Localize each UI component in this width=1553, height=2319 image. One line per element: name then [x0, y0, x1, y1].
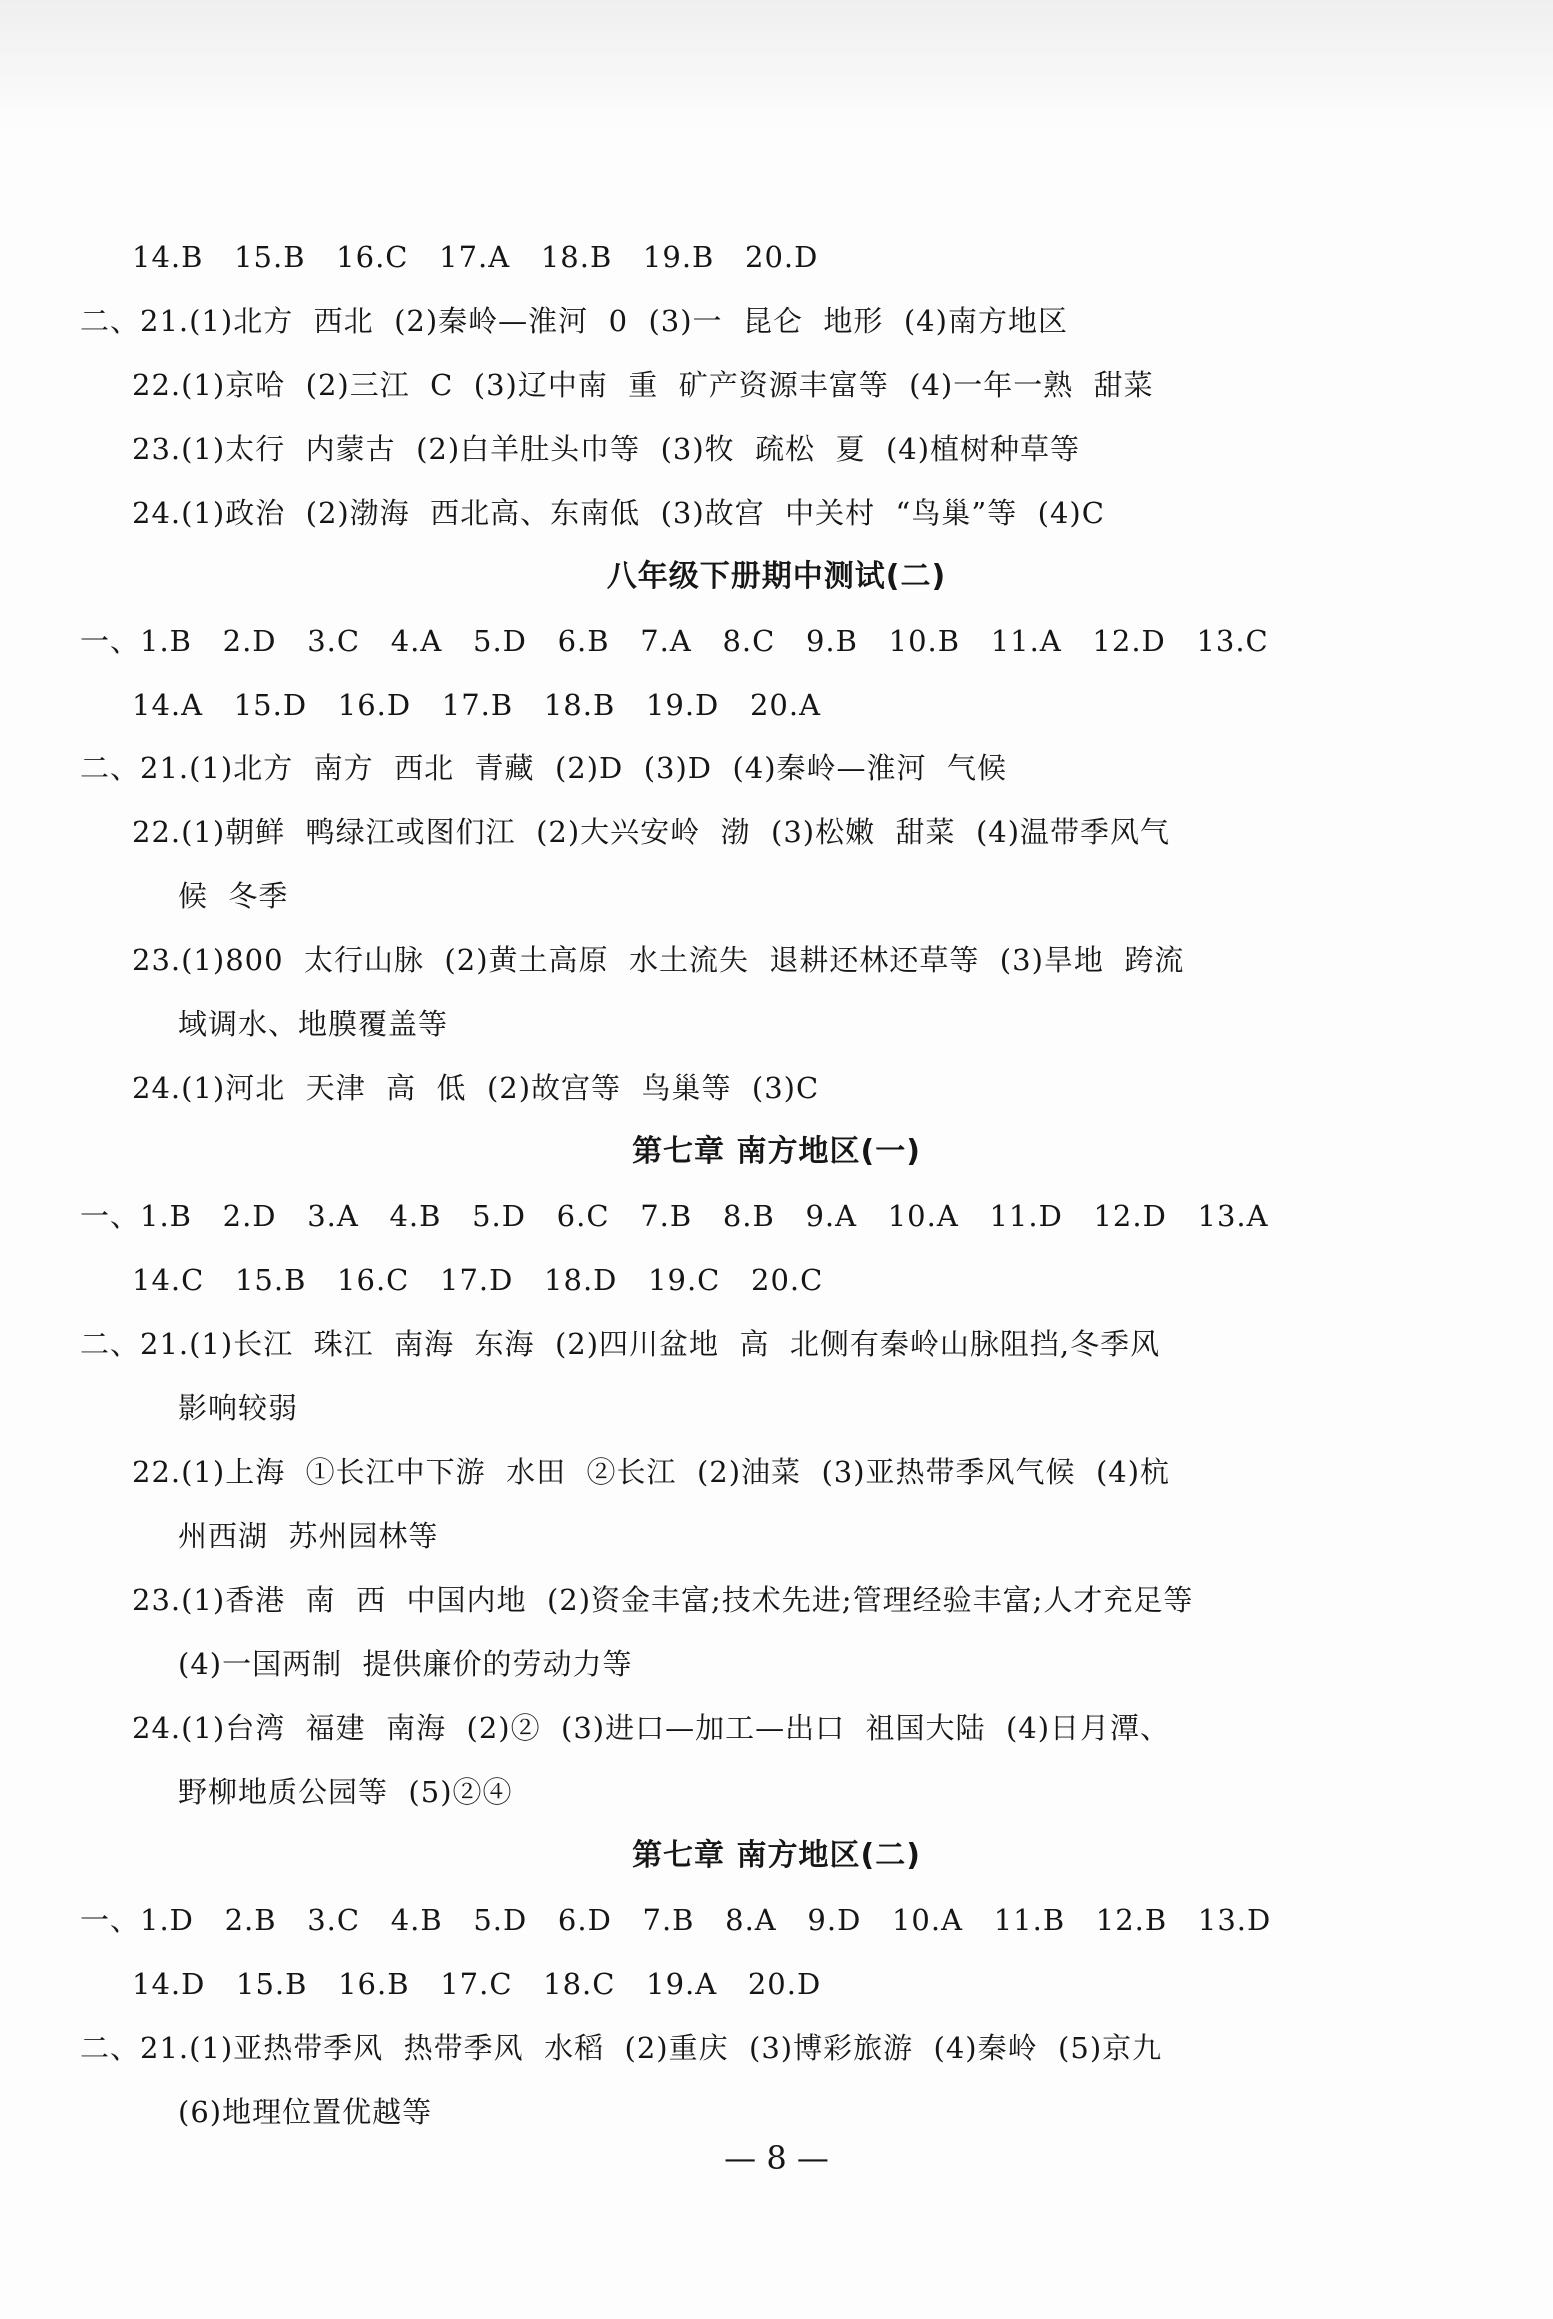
answer-line: 22.(1)上海 ①长江中下游 水田 ②长江 (2)油菜 (3)亚热带季风气候 (4)杭: [132, 1455, 1171, 1489]
answer-line: 一、1.D 2.B 3.C 4.B 5.D 6.D 7.B 8.A 9.D 10.A 11.B 12.B 13.D: [80, 1903, 1272, 1937]
answer-line: (6)地理位置优越等: [178, 2095, 433, 2129]
answer-line: (4)一国两制 提供廉价的劳动力等: [178, 1647, 633, 1681]
answer-line: 14.C 15.B 16.C 17.D 18.D 19.C 20.C: [132, 1263, 824, 1297]
answer-line: 14.B 15.B 16.C 17.A 18.B 19.B 20.D: [132, 240, 819, 274]
section-heading: 第七章 南方地区(一): [632, 1134, 921, 1169]
answer-line: 候 冬季: [178, 879, 289, 913]
answer-line: 一、1.B 2.D 3.A 4.B 5.D 6.C 7.B 8.B 9.A 10.A 11.D 12.D 13.A: [80, 1199, 1269, 1233]
answer-line: 23.(1)太行 内蒙古 (2)白羊肚头巾等 (3)牧 疏松 夏 (4)植树种草等: [132, 432, 1081, 466]
answer-line: 22.(1)朝鲜 鸭绿江或图们江 (2)大兴安岭 渤 (3)松嫩 甜菜 (4)温带季风气: [132, 815, 1171, 849]
answer-line: 二、21.(1)亚热带季风 热带季风 水稻 (2)重庆 (3)博彩旅游 (4)秦岭 (5)京九: [80, 2031, 1163, 2065]
answer-line: 24.(1)政治 (2)渤海 西北高、东南低 (3)故宫 中关村 “鸟巢”等 (4)C: [132, 496, 1105, 530]
answer-line: 域调水、地膜覆盖等: [178, 1007, 449, 1041]
answer-line: 一、1.B 2.D 3.C 4.A 5.D 6.B 7.A 8.C 9.B 10.B 11.A 12.D 13.C: [80, 624, 1269, 658]
answer-line: 野柳地质公园等 (5)②④: [178, 1775, 513, 1809]
section-heading: 八年级下册期中测试(二): [606, 559, 947, 594]
answer-line: 14.A 15.D 16.D 17.B 18.B 19.D 20.A: [132, 688, 822, 722]
scan-shadow: [0, 0, 1553, 130]
answer-line: 23.(1)香港 南 西 中国内地 (2)资金丰富;技术先进;管理经验丰富;人才充足等: [132, 1583, 1194, 1617]
answer-line: 二、21.(1)长江 珠江 南海 东海 (2)四川盆地 高 北侧有秦岭山脉阻挡,冬季风: [80, 1327, 1161, 1361]
answer-line: 24.(1)河北 天津 高 低 (2)故宫等 鸟巢等 (3)C: [132, 1071, 820, 1105]
page-number: — 8 —: [724, 2139, 829, 2177]
answer-line: 23.(1)800 太行山脉 (2)黄土高原 水土流失 退耕还林还草等 (3)旱地 跨流: [132, 943, 1185, 977]
section-heading: 第七章 南方地区(二): [632, 1838, 921, 1873]
answer-line: 22.(1)京哈 (2)三江 C (3)辽中南 重 矿产资源丰富等 (4)一年一熟 甜菜: [132, 368, 1154, 402]
answer-line: 州西湖 苏州园林等: [178, 1519, 439, 1553]
answer-line: 二、21.(1)北方 西北 (2)秦岭—淮河 0 (3)一 昆仑 地形 (4)南方地区: [80, 304, 1068, 338]
answer-line: 影响较弱: [178, 1391, 299, 1425]
answer-line: 14.D 15.B 16.B 17.C 18.C 19.A 20.D: [132, 1967, 822, 2001]
answer-line: 24.(1)台湾 福建 南海 (2)② (3)进口—加工—出口 祖国大陆 (4)日月潭、: [132, 1711, 1171, 1745]
answer-line: 二、21.(1)北方 南方 西北 青藏 (2)D (3)D (4)秦岭—淮河 气候: [80, 751, 1007, 785]
